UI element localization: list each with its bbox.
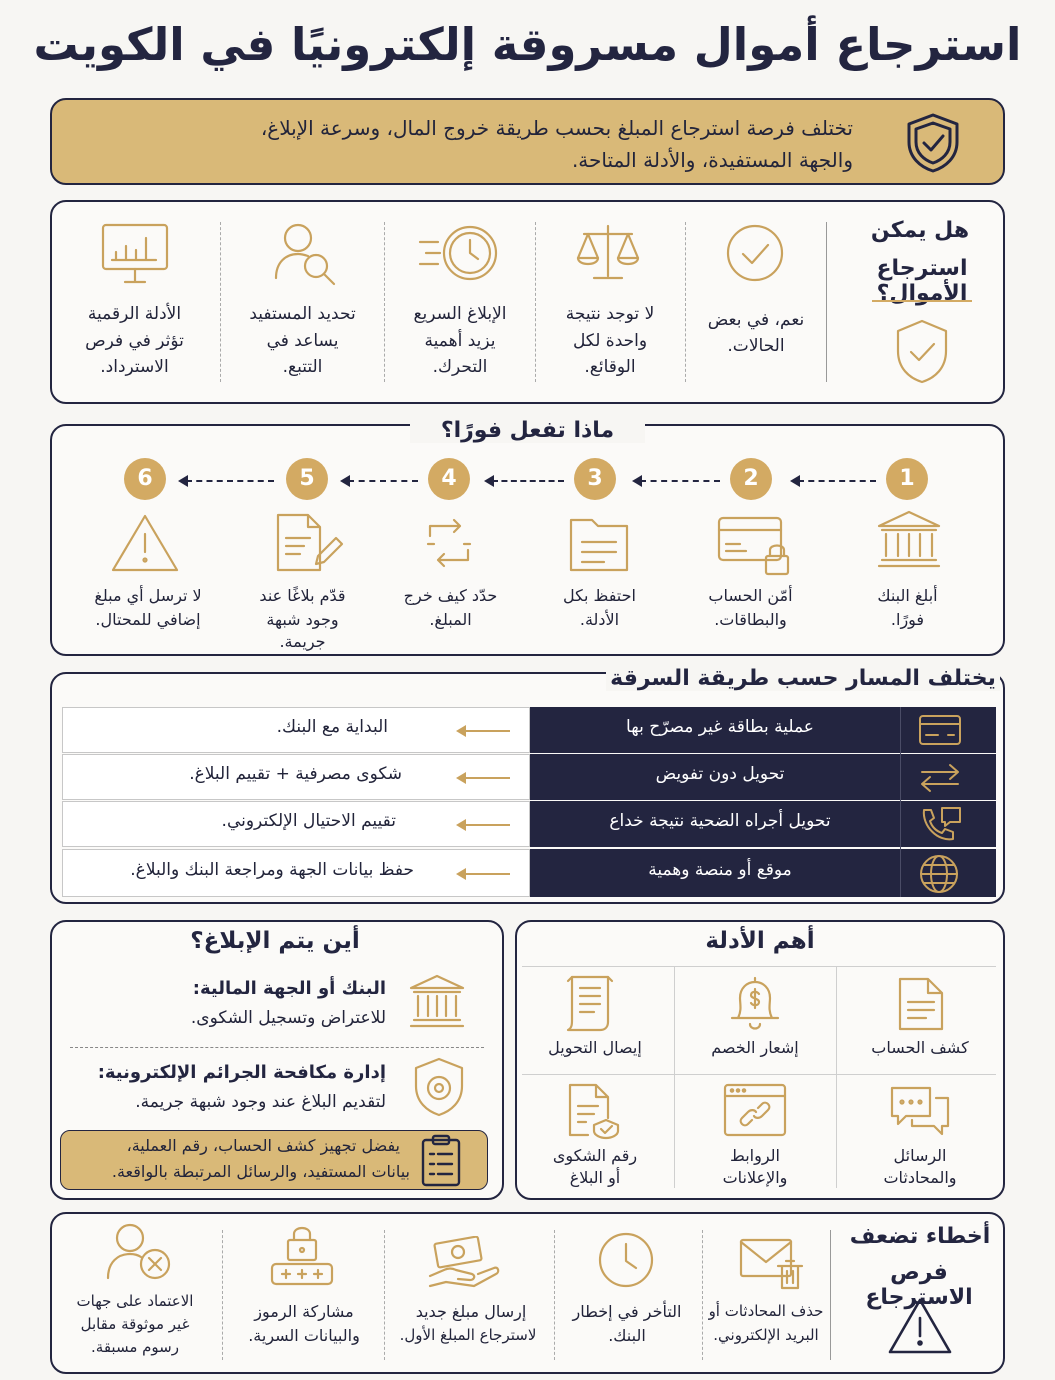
- path-arrow: [460, 873, 510, 875]
- evidence-5-l2: والإعلانات: [722, 1168, 788, 1187]
- can-recover-question-l2: استرجاع الأموال؟: [876, 256, 968, 306]
- step-2-l2: والبطاقات.: [714, 610, 787, 629]
- where-note-l2: بيانات المستفيد، والرسائل المرتبطة بالواقعة.: [111, 1162, 410, 1181]
- separator: [554, 1230, 555, 1360]
- step-2-l1: أمّن الحساب: [708, 586, 793, 605]
- step-5-l2: وجود شبهة: [266, 610, 339, 629]
- step-4-number: 4: [428, 458, 470, 500]
- step-5-l1: قدّم بلاغًا عند: [259, 586, 346, 605]
- recover-item-5-l3: الاسترداد.: [100, 357, 169, 377]
- separator: [702, 1230, 703, 1360]
- step-6-l1: لا ترسل أي مبلغ: [94, 586, 202, 605]
- password-lock-icon: [268, 1224, 336, 1288]
- mail-trash-icon: [738, 1236, 804, 1290]
- evidence-grid-v2: [836, 966, 837, 1188]
- separator: [220, 222, 221, 382]
- document-pen-icon: [274, 512, 344, 574]
- mistake-1-l2: البريد الإلكتروني.: [713, 1326, 819, 1344]
- recover-item-4-l3: التتبع.: [282, 357, 323, 377]
- mistake-1-l1: حذف المحادثات أو: [708, 1302, 824, 1320]
- recover-item-3-l2: يزيد أهمية: [424, 331, 496, 351]
- check-circle-icon: [724, 222, 786, 284]
- mistake-3-l2: لاسترجاع المبلغ الأول.: [399, 1326, 537, 1344]
- mistake-5-l3: رسوم مسبقة.: [91, 1338, 179, 1356]
- path-row-1-case-text: عملية بطاقة غير مصرّح بها: [626, 717, 814, 737]
- recover-item-3-l3: التحرك.: [432, 357, 488, 377]
- monitor-chart-icon: [100, 222, 170, 288]
- path-icon-divider: [900, 707, 901, 897]
- separator: [535, 222, 536, 382]
- fast-clock-icon: [418, 222, 500, 284]
- step-1-l2: فورًا.: [890, 610, 925, 629]
- globe-icon: [918, 854, 960, 894]
- evidence-grid-v1: [674, 966, 675, 1188]
- evidence-4-l2: والمحادثات: [883, 1168, 957, 1187]
- step-arrow: [492, 480, 564, 482]
- recover-item-2-l3: الوقائع.: [584, 357, 636, 377]
- separator: [222, 1230, 223, 1360]
- separator: [826, 222, 827, 382]
- mistake-2-l2: البنك.: [608, 1326, 646, 1345]
- separator: [384, 1230, 385, 1360]
- evidence-grid-top: [522, 966, 996, 967]
- recover-item-1-l1: نعم، في بعض: [707, 310, 805, 330]
- divider: [872, 300, 972, 302]
- step-4-l1: حدّد كيف خرج: [403, 586, 498, 605]
- receipt-icon: [564, 974, 616, 1032]
- step-arrow: [640, 480, 720, 482]
- user-search-icon: [272, 220, 338, 286]
- mistake-3-l1: إرسال مبلغ جديد: [415, 1302, 527, 1321]
- separator: [384, 222, 385, 382]
- phone-chat-icon: [918, 806, 962, 844]
- paths-heading: يختلف المسار حسب طريقة السرقة: [606, 666, 1000, 691]
- path-row-3-action-text: تقييم الاحتيال الإلكتروني.: [221, 811, 396, 831]
- step-6-l2: إضافي للمحتال.: [95, 610, 201, 629]
- mistake-4-l1: مشاركة الرموز: [254, 1302, 354, 1321]
- recover-item-4-l1: تحديد المستفيد: [249, 304, 356, 324]
- bank-icon: [876, 508, 942, 570]
- evidence-3-l1: إيصال التحويل: [548, 1038, 642, 1057]
- recover-item-3-l1: الإبلاغ السريع: [413, 304, 507, 324]
- mistakes-heading-l2: فرص الاسترجاع: [865, 1260, 973, 1310]
- recover-item-5-l1: الأدلة الرقمية: [87, 304, 182, 324]
- evidence-6-l1: رقم الشكوى: [552, 1146, 638, 1165]
- step-3-l1: احتفظ بكل: [563, 586, 636, 605]
- chat-bubbles-icon: [888, 1084, 952, 1140]
- statement-icon: [896, 976, 946, 1032]
- intro-banner: [50, 98, 1005, 185]
- immediate-heading: ماذا تفعل فورًا؟: [410, 418, 645, 443]
- evidence-5-l1: الروابط: [730, 1146, 780, 1165]
- divider: [70, 1047, 484, 1048]
- clipboard-icon: [420, 1134, 462, 1188]
- step-arrow: [186, 480, 274, 482]
- step-5-l3: جريمة.: [279, 632, 326, 651]
- step-1-l1: أبلغ البنك: [877, 586, 938, 605]
- step-5-number: 5: [286, 458, 328, 500]
- page-title: استرجاع أموال مسروقة إلكترونيًا في الكويت: [33, 18, 1022, 71]
- evidence-2-l1: إشعار الخصم: [711, 1038, 799, 1057]
- recover-item-2-l1: لا توجد نتيجة: [565, 304, 655, 324]
- can-recover-question-l1: هل يمكن: [870, 218, 970, 243]
- intro-line-1: تختلف فرصة استرجاع المبلغ بحسب طريقة خروج المال، وسرعة الإبلاغ،: [260, 116, 853, 140]
- path-row-3-case-text: تحويل أجراه الضحية نتيجة خداع: [609, 811, 831, 831]
- step-1-number: 1: [886, 458, 928, 500]
- cyber-shield-icon: [412, 1056, 466, 1118]
- mistake-2-l1: التأخر في إخطار: [572, 1302, 682, 1321]
- evidence-1-l1: كشف الحساب: [871, 1038, 969, 1057]
- step-3-l2: الأدلة.: [579, 610, 620, 629]
- where-cyber-title: إدارة مكافحة الجرائم الإلكترونية:: [97, 1062, 386, 1083]
- evidence-heading: أهم الأدلة: [705, 928, 815, 954]
- recover-item-2-l2: واحدة لكل: [572, 331, 648, 351]
- path-row-2-action-text: شكوى مصرفية + تقييم البلاغ.: [189, 764, 402, 784]
- path-arrow: [460, 824, 510, 826]
- where-heading: أين يتم الإبلاغ؟: [190, 928, 360, 954]
- folder-icon: [568, 512, 630, 574]
- path-row-2-case-text: تحويل دون تفويض: [655, 764, 785, 784]
- step-2-number: 2: [730, 458, 772, 500]
- mistake-4-l2: والبيانات السرية.: [248, 1326, 360, 1345]
- where-bank-title: البنك أو الجهة المالية:: [192, 978, 386, 999]
- where-cyber-desc: لتقديم البلاغ عند وجود شبهة جريمة.: [135, 1092, 386, 1112]
- step-arrow: [798, 480, 876, 482]
- where-note-l1: يفضل تجهيز كشف الحساب، رقم العملية،: [126, 1136, 400, 1155]
- shield-check-icon: [892, 318, 952, 386]
- mistake-5-l1: الاعتماد على جهات: [76, 1292, 194, 1310]
- path-arrow: [460, 730, 510, 732]
- step-4-l2: المبلغ.: [429, 610, 472, 629]
- card-lock-icon: [716, 514, 792, 578]
- mistakes-heading-l1: أخطاء تضعف: [849, 1224, 991, 1249]
- mistake-5-l2: غير موثوقة مقابل: [80, 1315, 190, 1333]
- step-arrow: [348, 480, 418, 482]
- separator: [685, 222, 686, 382]
- step-3-number: 3: [574, 458, 616, 500]
- recover-item-4-l2: يساعد في: [266, 331, 339, 351]
- path-row-1-action-text: البداية مع البنك.: [276, 717, 388, 737]
- transfer-icon: [424, 518, 474, 568]
- path-row-4-case-text: موقع أو منصة وهمية: [648, 860, 792, 880]
- evidence-4-l1: الرسائل: [893, 1146, 947, 1165]
- bell-dollar-icon: [728, 974, 782, 1032]
- shield-check-icon: [903, 112, 963, 174]
- path-row-4-action-text: حفظ بيانات الجهة ومراجعة البنك والبلاغ.: [130, 860, 414, 880]
- clock-icon: [596, 1230, 656, 1290]
- recover-item-1-l2: الحالات.: [727, 336, 785, 356]
- where-bank-desc: للاعتراض وتسجيل الشكوى.: [190, 1008, 386, 1028]
- evidence-6-l2: أو البلاغ: [569, 1168, 621, 1187]
- warning-icon: [110, 512, 180, 574]
- warning-icon: [886, 1296, 954, 1356]
- step-6-number: 6: [124, 458, 166, 500]
- exchange-icon: [918, 762, 962, 794]
- scales-icon: [574, 222, 642, 284]
- browser-link-icon: [722, 1082, 788, 1138]
- intro-line-2: والجهة المستفيدة، والأدلة المتاحة.: [571, 148, 853, 172]
- hand-money-icon: [428, 1236, 502, 1290]
- credit-card-icon: [918, 713, 962, 747]
- path-arrow: [460, 777, 510, 779]
- doc-check-icon: [566, 1082, 622, 1140]
- user-x-icon: [104, 1222, 174, 1282]
- recover-item-5-l2: تؤثر في فرص: [85, 331, 184, 351]
- bank-icon: [408, 972, 466, 1030]
- evidence-grid-mid: [522, 1074, 996, 1075]
